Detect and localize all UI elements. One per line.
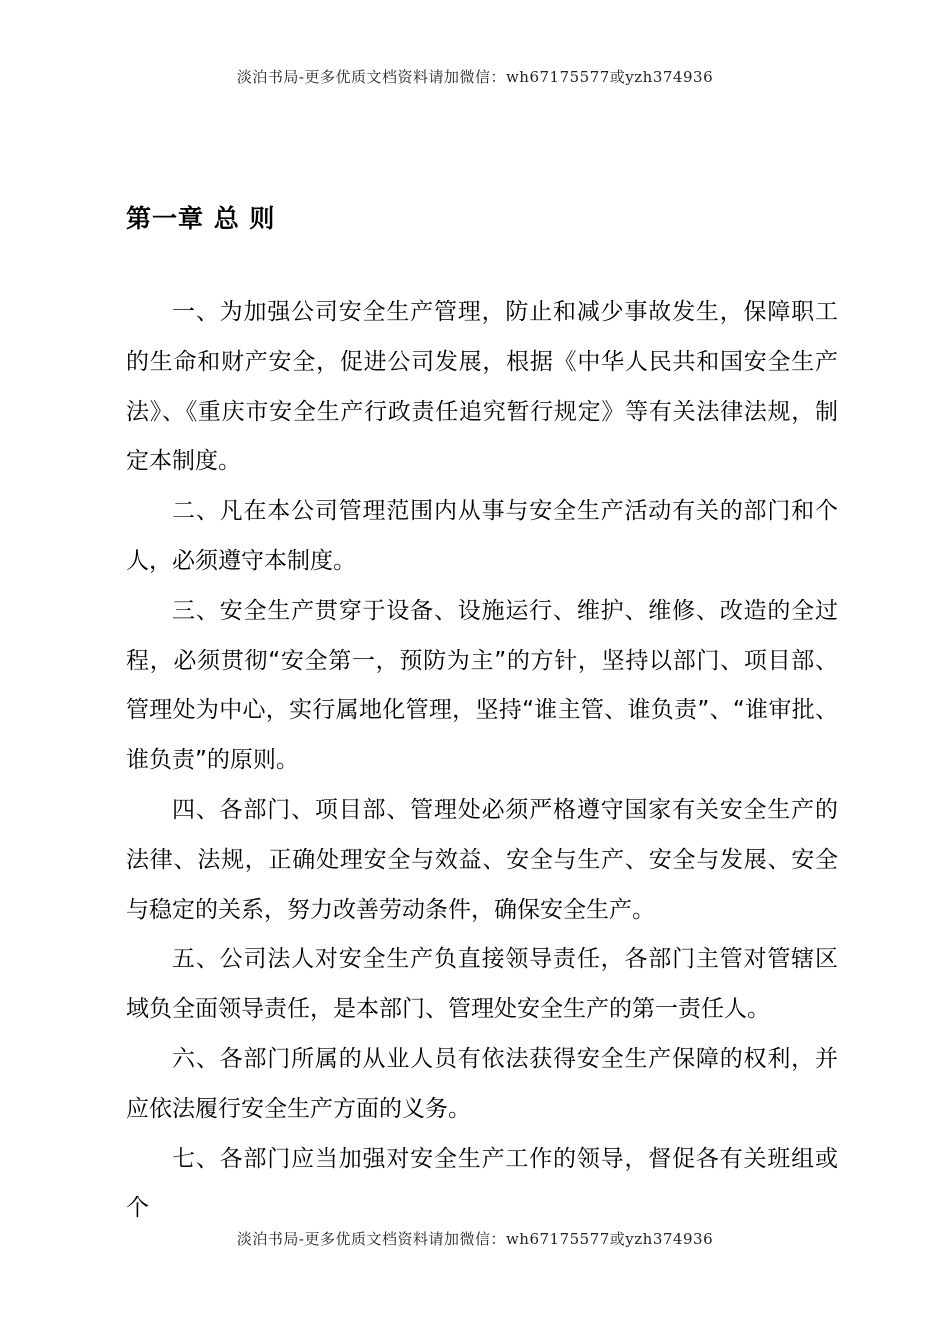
chapter-title: 第一章 总 则 [126,204,276,233]
page-header-watermark: 淡泊书局-更多优质文档资料请加微信：wh67175577或yzh374936 [236,68,714,86]
article-7: 七、各部门应当加强对安全生产工作的领导，督促各有关班组或个 [126,1145,838,1222]
article-1: 一、为加强公司安全生产管理，防止和减少事故发生，保障职工的生命和财产安全，促进公司发展，根据《中华人民共和国安全生产法》、《重庆市安全生产行政责任追究暂行规定》等有关法律法规，制定本制度。 [126,299,838,475]
article-6: 六、各部门所属的从业人员有依法获得安全生产保障的权利，并应依法履行安全生产方面的义务。 [126,1045,838,1122]
article-2: 二、凡在本公司管理范围内从事与安全生产活动有关的部门和个人，必须遵守本制度。 [126,498,838,574]
article-3: 三、安全生产贯穿于设备、设施运行、维护、维修、改造的全过程，必须贯彻“安全第一，预防为主”的方针，坚持以部门、项目部、管理处为中心，实行属地化管理，坚持“谁主管、谁负责”、“谁审批、谁负责”的原则。 [126,597,838,774]
article-5: 五、公司法人对安全生产负直接领导责任，各部门主管对管辖区域负全面领导责任，是本部门、管理处安全生产的第一责任人。 [126,946,838,1023]
article-4: 四、各部门、项目部、管理处必须严格遵守国家有关安全生产的法律、法规，正确处理安全与效益、安全与生产、安全与发展、安全与稳定的关系，努力改善劳动条件，确保安全生产。 [126,796,838,923]
document-body [126,288,838,1234]
page-footer-watermark: 淡泊书局-更多优质文档资料请加微信：wh67175577或yzh374936 [236,1230,714,1248]
